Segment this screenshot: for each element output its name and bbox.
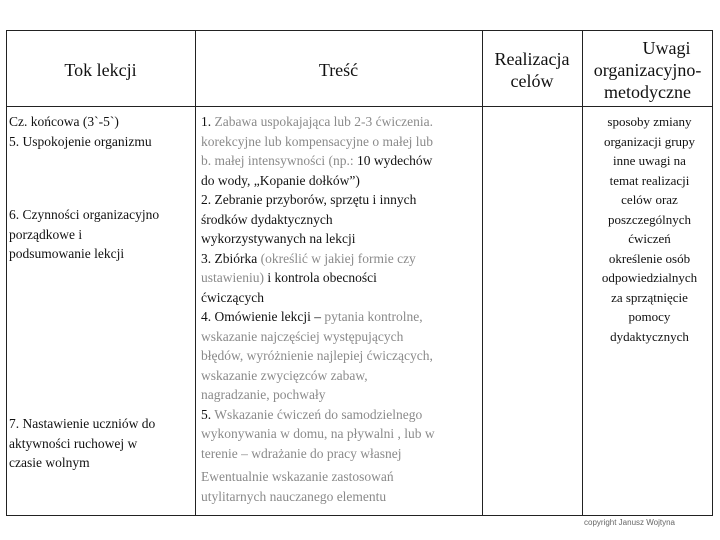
content-item-1-line3-b: 10 wydechów	[356, 153, 433, 168]
content-item-4-line4: wskazanie zwycięzców zabaw,	[201, 367, 368, 383]
content-item-3-line2-a: ustawieniu)	[201, 270, 264, 285]
phase-final-line1: Cz. końcowa (3`-5`)	[9, 114, 119, 129]
phase-organizational-line3: podsumowanie lekcji	[9, 246, 125, 261]
content-item-1-line3-a: b. małej intensywności (np.:	[201, 153, 357, 168]
content-item-4-line5: nagradzanie, pochwały	[201, 387, 326, 402]
methodical-notes	[586, 112, 713, 346]
header-uwagi-line2: organizacyjno-	[593, 60, 702, 80]
content-item-3-line1-a: 3. Zbiórka	[201, 250, 261, 266]
notes-line-9: odpowiedzialnych	[601, 270, 698, 285]
column-divider-2	[482, 30, 483, 516]
notes-line-3: inne uwagi na	[613, 153, 686, 168]
content-item-3-line2	[201, 268, 482, 288]
notes-line-1: sposoby zmiany	[607, 114, 692, 129]
header-uwagi-line3: metodyczne	[604, 82, 691, 102]
header-divider	[6, 106, 713, 107]
content-item-5-line1	[201, 405, 482, 425]
header-realizacja-celow	[482, 48, 582, 92]
notes-line-2: organizacji grupy	[603, 133, 696, 149]
header-uwagi	[582, 37, 713, 103]
phase-motivation-line3: czasie wolnym	[9, 455, 90, 470]
notes-line-10: za sprzątnięcie	[611, 289, 688, 305]
content-item-3-line1-b: (określić w jakiej formie czy	[260, 250, 416, 266]
content-item-1-number: 1.	[201, 114, 215, 129]
content-column	[201, 112, 482, 506]
content-item-2-line3: wykorzystywanych na lekcji	[201, 231, 356, 246]
phase-motivation-line2: aktywności ruchowej w	[9, 435, 138, 451]
content-item-1-text: Zabawa uspokajająca lub 2-3 ćwiczenia.	[214, 114, 434, 129]
content-item-4-line2: wskazanie najczęściej występujących	[201, 328, 404, 344]
content-item-5-line3: terenie – wdrażanie do pracy własnej	[201, 445, 402, 461]
content-item-4-line1	[201, 307, 482, 327]
content-item-4-line3: błędów, wyróżnienie najlepiej ćwiczących,	[201, 348, 433, 363]
notes-line-8: określenie osób	[608, 250, 691, 266]
notes-line-5: celów oraz	[621, 192, 678, 207]
notes-line-12: dydaktycznych	[610, 328, 689, 344]
phase-organizational-line2: porządkowe i	[9, 226, 83, 242]
content-item-1-line4: do wody, „Kopanie dołków”)	[201, 172, 360, 188]
copyright-notice: copyright Janusz Wojtyna	[584, 518, 676, 527]
content-item-2-line1: 2. Zebranie przyborów, sprzętu i innych	[201, 192, 417, 207]
content-item-5-line4: Ewentualnie wskazanie zastosowań	[201, 469, 394, 484]
phase-final-line2: 5. Uspokojenie organizmu	[9, 133, 152, 149]
content-item-5-number: 5.	[201, 406, 215, 422]
content-item-3-line2-b: i kontrola obecności	[264, 270, 377, 285]
phase-organizational-line1: 6. Czynności organizacyjno	[9, 207, 160, 222]
notes-line-4: temat realizacji	[609, 172, 690, 188]
header-realizacja-line1: Realizacja	[494, 49, 570, 69]
header-tresc: Treść	[318, 60, 359, 80]
phase-final-part	[9, 112, 195, 151]
phase-motivation	[9, 414, 195, 473]
notes-line-6: poszczególnych	[607, 211, 692, 227]
notes-line-11: pomocy	[628, 309, 671, 324]
notes-line-7: ćwiczeń	[628, 231, 671, 246]
content-item-5-text: Wskazanie ćwiczeń do samodzielnego	[214, 406, 423, 422]
content-item-5-line2: wykonywania w domu, na pływalni , lub w	[201, 426, 435, 441]
content-item-3-line3: ćwiczących	[201, 289, 264, 305]
header-realizacja-line2: celów	[510, 71, 554, 91]
content-item-3-line1	[201, 249, 482, 269]
header-tok-lekcji: Tok lekcji	[64, 60, 137, 80]
content-item-2-line2: środków dydaktycznych	[201, 211, 333, 227]
content-item-5-line5: utylitarnych nauczanego elementu	[201, 488, 387, 504]
content-item-1-line2: korekcyjne lub kompensacyjne o małej lub	[201, 133, 434, 149]
column-divider-1	[195, 30, 196, 516]
phase-organizational	[9, 205, 195, 264]
content-item-1-line1	[201, 112, 482, 132]
content-item-4-line1-a: 4. Omówienie lekcji –	[201, 309, 325, 324]
phase-motivation-line1: 7. Nastawienie uczniów do	[9, 416, 156, 431]
content-item-4-line1-b: pytania kontrolne,	[324, 309, 423, 324]
content-item-1-line3	[201, 151, 482, 171]
header-uwagi-line1: Uwagi	[642, 38, 691, 58]
